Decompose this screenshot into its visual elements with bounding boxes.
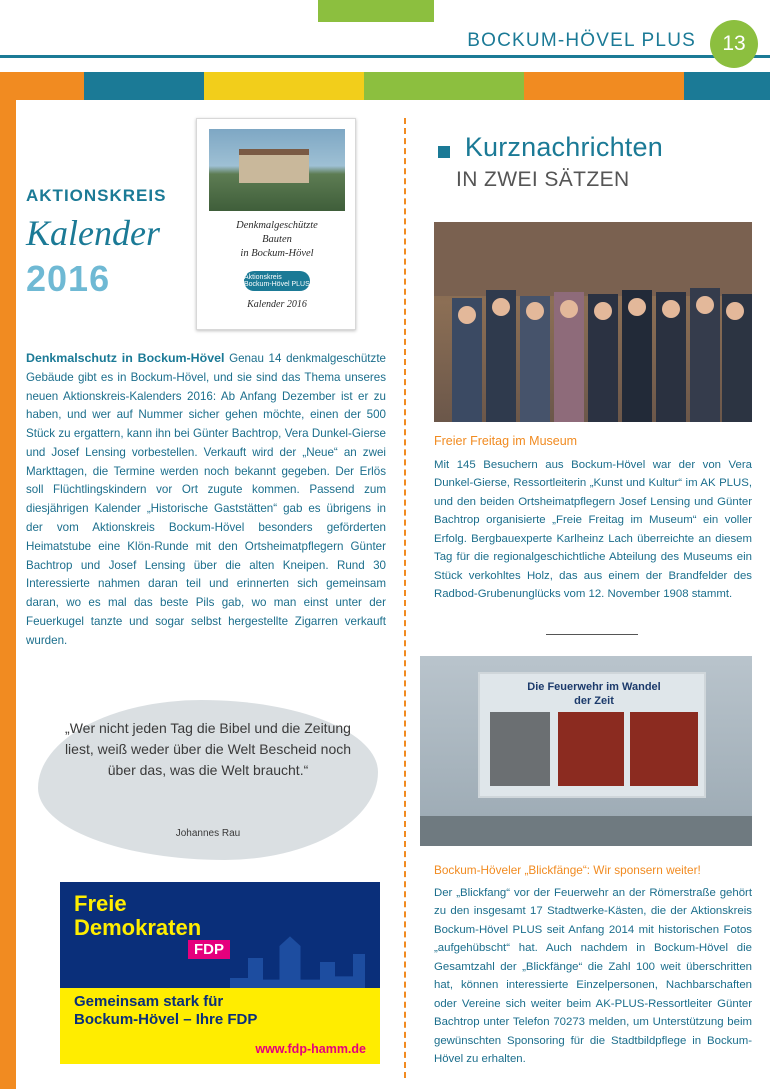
news-item-2-text: Der „Blickfang“ vor der Feuerwehr an der Römerstraße gehört zu den insgesamt 17 Stadtwerke-Kästen, die der Aktionskreis Bockum-Hövel PLUS seit Anfang 2014 mit historischen Fotos „aufgehübscht“ hat. Auch nachdem in Bockum-Hövel die Gesamtzahl der „Blickfänge“ die Zahl 100 weit überschritten hat, können interessierte Einzelpersonen, Nachbarschaften oder Vereine sich weiter beim AK-PLUS-Ressortleiter Günter Bachtrop unter Telefon 70273 melden, um Unterstützung beim gewünschten Sponsoring für die Stadtbildpflege in Bockum-Hövel zu erhalten.	[434, 887, 752, 1066]
calendar-cover-caption	[197, 219, 356, 262]
colour-bar-segment-orange-2	[524, 72, 684, 100]
calendar-cover-photo	[209, 129, 345, 211]
colour-bar-segment-teal	[84, 72, 204, 100]
page-title: BOCKUM-HÖVEL PLUS	[467, 30, 696, 51]
fdp-advertisement[interactable]	[60, 882, 380, 1064]
headline-kalender: Kalender	[26, 213, 160, 253]
ad-url[interactable]: www.fdp-hamm.de	[255, 1042, 366, 1056]
aktionskreis-logo: Aktionskreis Bockum-Hövel PLUS	[244, 271, 310, 291]
ad-brand	[74, 892, 201, 940]
news-separator	[546, 634, 638, 635]
pull-quote-text: „Wer nicht jeden Tag die Bibel und die Zeitung liest, weiß weder über die Welt Bescheid noch über das, was die Welt braucht.“	[64, 720, 352, 778]
kicker-aktionskreis: AKTIONSKREIS	[26, 186, 167, 205]
left-article-text: Genau 14 denkmalgeschützte Gebäude gibt es in Bockum-Hövel, und sie sind das Thema unseres neuen Aktionskreis-Kalenders 2016: Ab Anfang Dezember ist er zu haben, und wer auf Nummer sicher gehen möchte, einen der 500 Stück zu ergattern, kann ihn bei Günter Bachtrop, Vera Dunkel-Gierse und Josef Lensing vorbestellen. Verkauft wird der „Neue“ an zwei Markttagen, die Termine werden noch bekannt gegeben. Der Erlös soll Flüchtlingskindern vor Ort zugute kommen. Passend zum diesjährigen Kalender „Historische Gaststätten“ gab es übrigens in der vom Aktionskreis Bockum-Hövel besonders geförderten Heimatstube eine Klön-Runde mit den Ortsheimatpflegern Günter Bachtrop und Josef Lensing über die alten Kneipen. Rund 30 Interessierte nahmen daran teil und erinnerten sich gemeinsam daran, wo es mal das beste Pils gab, wo man einst unter der Feuerkugel tanzte und sogar selbst hergestellte Zigarren verkauft wurden.	[26, 352, 386, 647]
photo-board-line1: Die Feuerwehr im Wandel	[527, 681, 661, 693]
calendar-cover-line3: in Bockum-Hövel	[240, 248, 314, 260]
photo-board-line2: der Zeit	[574, 695, 614, 708]
colour-bar-segment-orange	[0, 72, 84, 100]
calendar-cover-year: Kalender 2016	[247, 299, 307, 310]
photo-museum-group	[434, 222, 752, 422]
left-article-body	[26, 348, 386, 651]
top-green-tab	[318, 0, 434, 22]
header-rule	[0, 55, 770, 58]
ad-brand-line1: Freie	[74, 891, 127, 916]
photo-board-text	[480, 680, 708, 709]
section-title	[434, 132, 663, 163]
section-title-text: Kurznachrichten	[464, 132, 663, 162]
calendar-cover-line2: Bauten	[262, 234, 292, 246]
left-article-lead: Denkmalschutz in Bockum-Hövel	[26, 351, 225, 365]
news-item-1-caption: Freier Freitag im Museum	[434, 434, 578, 448]
colour-bar-segment-yellow	[204, 72, 364, 100]
section-subtitle: IN ZWEI SÄTZEN	[456, 168, 630, 191]
pull-quote-author: Johannes Rau	[175, 828, 241, 839]
calendar-cover-line1: Denkmalgeschützte	[236, 220, 318, 231]
ad-brand-line2: Demokraten	[74, 914, 202, 940]
left-margin-stripe	[0, 100, 16, 1089]
page-number-badge: 13	[710, 20, 758, 68]
ad-abbreviation: FDP	[188, 940, 230, 959]
colour-bar	[0, 72, 770, 100]
ad-claim-line2: Bockum-Hövel – Ihre FDP	[74, 1011, 258, 1029]
ad-claim	[74, 993, 366, 1031]
pull-quote	[38, 700, 378, 860]
colour-bar-segment-teal-2	[684, 72, 770, 100]
photo-board	[478, 672, 706, 798]
news-item-1-text: Mit 145 Besuchern aus Bockum-Hövel war der von Vera Dunkel-Gierse, Ressortleiterin „Kunst und Kultur“ im AK PLUS, und den beiden Ortsheimatpflegern Josef Lensing und Günter Bachtrop organisierte „Freie Freitag im Museum“ ein voller Erfolg. Bergbauexperte Karlheinz Lach überreichte an diesem Tag für die regionalgeschichtliche Abteilung des Museums ein Stück verkohltes Holz, das aus einem der Brandfelder des Radbod-Grubenunglücks vom 12. November 1908 stammt.	[434, 459, 752, 601]
calendar-cover-image	[196, 118, 356, 330]
headline-year: 2016	[26, 258, 111, 299]
ad-claim-line1: Gemeinsam stark für	[74, 992, 224, 1010]
column-divider	[404, 118, 406, 1078]
colour-bar-segment-green	[364, 72, 524, 100]
photo-fire-station-box	[420, 656, 752, 846]
news-item-2-caption: Bockum-Höveler „Blickfänge“: Wir sponsern weiter!	[434, 863, 701, 877]
